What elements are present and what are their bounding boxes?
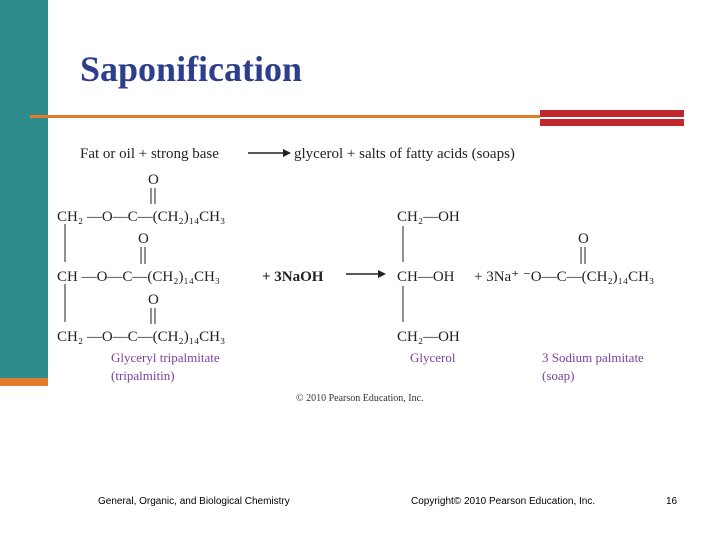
reactant-alt-label: (tripalmitin) (111, 368, 175, 383)
soap-formula: + 3Na⁺ ⁻O—C—(CH₂)₁₄CH₃ (474, 269, 655, 285)
glycerol-label: Glycerol (410, 350, 456, 365)
carbonyl-oxygen-1: O (148, 172, 159, 188)
carbonyl-oxygen-2: O (138, 231, 149, 247)
reaction-arrowhead (378, 270, 386, 278)
reagent-naoh: + 3NaOH (262, 269, 324, 285)
reactant-name-label: Glyceryl tripalmitate (111, 350, 220, 365)
glycerol-row-3: CH₂—OH (397, 329, 460, 345)
slide-title: Saponification (80, 49, 303, 89)
word-equation-reactants: Fat or oil + strong base (80, 146, 219, 162)
glycerol-row-2: CH—OH (397, 269, 455, 285)
soap-carbonyl-oxygen: O (578, 231, 589, 247)
figure-copyright: © 2010 Pearson Education, Inc. (296, 393, 424, 404)
word-equation-products: glycerol + salts of fatty acids (soaps) (294, 146, 515, 162)
soap-name-label: 3 Sodium palmitate (542, 350, 644, 365)
footer-copyright: Copyright© 2010 Pearson Education, Inc. (411, 496, 596, 507)
glyceride-row-2: CH —O—C—(CH₂)₁₄CH₃ (57, 269, 221, 285)
footer-course: General, Organic, and Biological Chemistry (98, 496, 290, 507)
word-equation-arrowhead (283, 149, 291, 157)
carbonyl-oxygen-3: O (148, 292, 159, 308)
glycerol-row-1: CH₂—OH (397, 209, 460, 225)
glyceride-row-1: CH₂ —O—C—(CH₂)₁₄CH₃ (57, 209, 226, 225)
soap-alt-label: (soap) (542, 368, 575, 383)
glyceride-row-3: CH₂ —O—C—(CH₂)₁₄CH₃ (57, 329, 226, 345)
page-number: 16 (666, 496, 678, 507)
